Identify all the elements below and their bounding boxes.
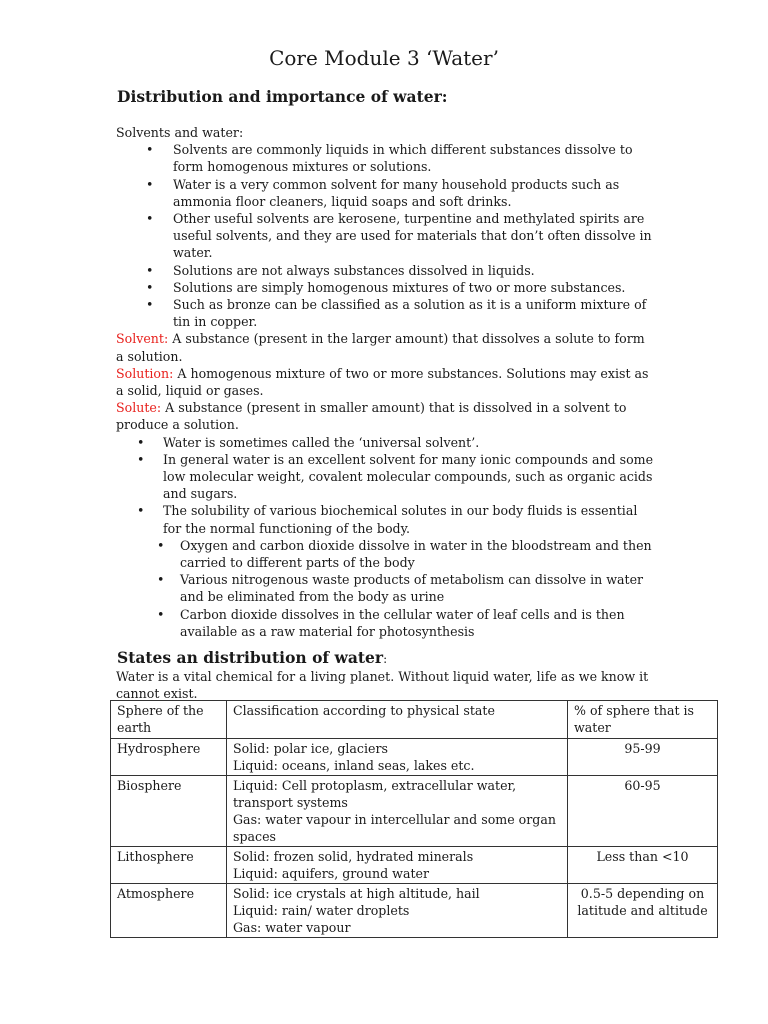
table-cell-classification [227,884,568,938]
bullet-list-body-fluids [116,537,656,640]
list-item: • Solutions are simply homogenous mixtures of two or more substances. [116,279,656,296]
table-cell-classification [227,847,568,884]
list-item: • The solubility of various biochemical solutes in our body fluids is essential for the normal functioning of the body. [116,502,656,536]
table-row [111,739,718,776]
section-heading-states [117,648,387,669]
classification-line: Gas: water vapour [233,920,351,935]
table-row [111,847,718,884]
classification-line: Liquid: oceans, inland seas, lakes etc. [233,758,475,773]
table-cell-percent: 60-95 [568,776,718,847]
table-header-row [111,701,718,739]
section-heading-colon: : [383,652,388,666]
term-solution: Solution: [116,365,174,381]
solvents-intro: Solvents and water: [116,125,244,140]
table-cell-sphere: Biosphere [111,776,227,847]
section-body [116,124,656,640]
table-cell-sphere: Hydrosphere [111,739,227,776]
classification-line: Solid: ice crystals at high altitude, hail [233,886,480,901]
table-cell-percent: 0.5-5 depending on latitude and altitude [568,884,718,938]
list-item: • Such as bronze can be classified as a solution as it is a uniform mixture of tin in copper. [116,296,656,330]
term-solute: Solute: [116,400,162,416]
table-header-cell: % of sphere that is water [568,701,718,739]
term-solvent: Solvent: [116,331,169,347]
table-cell-sphere: Atmosphere [111,884,227,938]
section-heading-text: States an distribution of water [117,648,384,667]
classification-line: Liquid: Cell protoplasm, extracellular water, transport systems [233,778,517,810]
classification-line: Gas: water vapour in intercellular and some organ spaces [233,812,556,844]
definition-text: A substance (present in smaller amount) that is dissolved in a solvent to produce a solution. [116,400,627,433]
list-item: • Water is a very common solvent for many household products such as ammonia floor cleaners, liquid soaps and soft drinks. [116,176,656,210]
page-title: Core Module 3 ‘Water’ [269,46,499,70]
list-item: • Solutions are not always substances dissolved in liquids. [116,262,656,279]
table-header-cell: Sphere of the earth [111,701,227,739]
bullet-list-solvents [116,141,656,330]
list-item: • Solvents are commonly liquids in which different substances dissolve to form homogenous mixtures or solutions. [116,141,656,175]
list-item: • Carbon dioxide dissolves in the cellular water of leaf cells and is then available as a raw material for photosynthesis [116,606,656,640]
definition-text: A homogenous mixture of two or more substances. Solutions may exist as a solid, liquid or gases. [116,365,649,399]
table-cell-classification [227,776,568,847]
table-cell-percent: Less than <10 [568,847,718,884]
table-row [111,884,718,938]
bullet-list-water-solvent [116,434,656,537]
table-header-cell: Classification according to physical state [227,701,568,739]
definition-solute [116,399,656,433]
definition-solvent [116,330,656,364]
water-distribution-table [110,700,718,938]
definition-solution [116,365,656,399]
classification-line: Liquid: aquifers, ground water [233,866,429,881]
table-cell-classification [227,739,568,776]
states-intro: Water is a vital chemical for a living planet. Without liquid water, life as we know it cannot exist. [116,669,649,701]
list-item: • Various nitrogenous waste products of metabolism can dissolve in water and be eliminated from the body as urine [116,571,656,605]
list-item: • In general water is an excellent solvent for many ionic compounds and some low molecular weight, covalent molecular compounds, such as organic acids and sugars. [116,451,656,503]
section-heading-distribution: Distribution and importance of water: [117,87,448,106]
classification-line: Liquid: rain/ water droplets [233,903,410,918]
table-cell-percent: 95-99 [568,739,718,776]
table-cell-sphere: Lithosphere [111,847,227,884]
definition-text: A substance (present in the larger amount) that dissolves a solute to form a solution. [116,331,645,364]
classification-line: Solid: frozen solid, hydrated minerals [233,849,474,864]
classification-line: Solid: polar ice, glaciers [233,741,388,756]
list-item: • Oxygen and carbon dioxide dissolve in water in the bloodstream and then carried to different parts of the body [116,537,656,571]
list-item: • Water is sometimes called the ‘universal solvent’. [116,434,656,451]
list-item: • Other useful solvents are kerosene, turpentine and methylated spirits are useful solvents, and they are used for materials that don’t often dissolve in water. [116,210,656,262]
table-row [111,776,718,847]
